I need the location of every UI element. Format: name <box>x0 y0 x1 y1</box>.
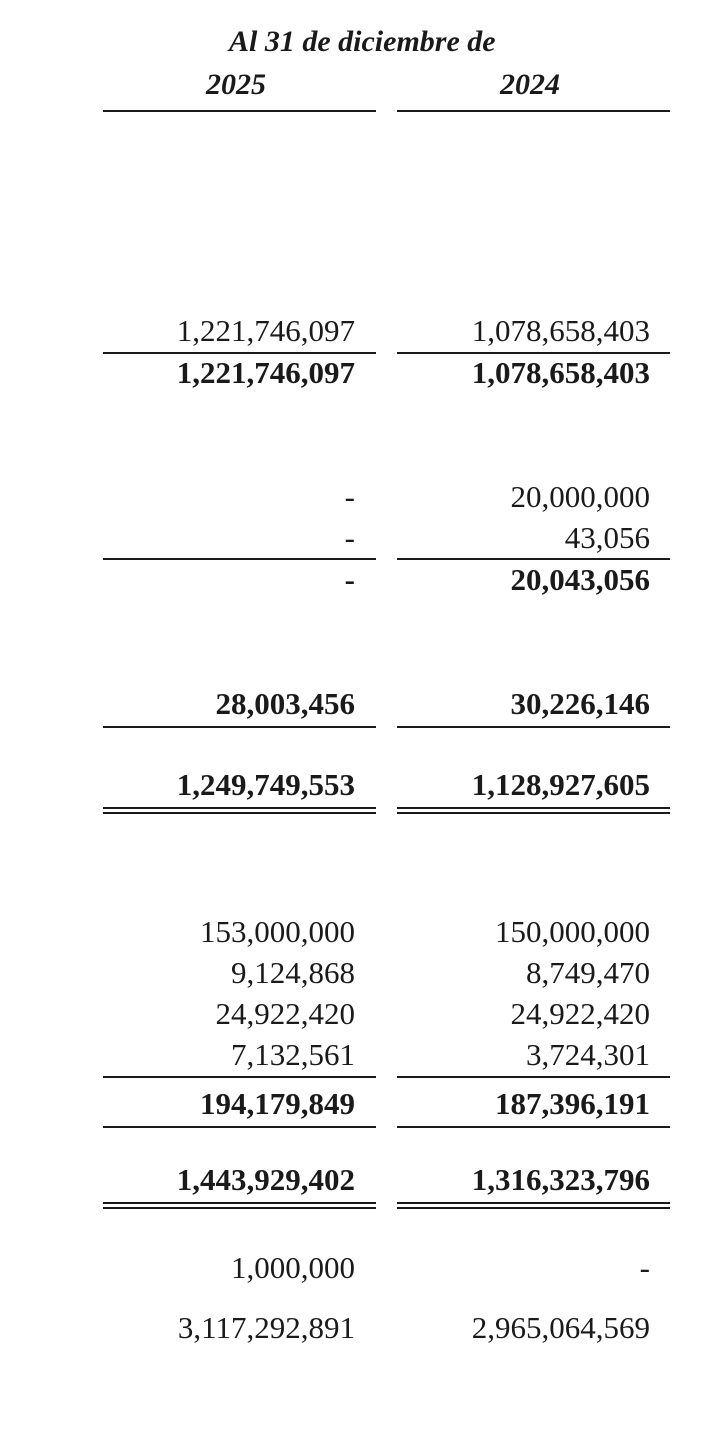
equity-total-2025: 194,179,849 <box>200 1086 355 1121</box>
value-2024: 24,922,420 <box>510 996 650 1031</box>
year-2024-header: 2024 <box>500 68 560 101</box>
equity-total-2024: 187,396,191 <box>495 1086 650 1121</box>
subtotal-2025: - <box>344 562 355 597</box>
subtotal-rule <box>103 352 376 354</box>
year-2025-header: 2025 <box>206 68 266 101</box>
value-2024: - <box>639 1250 650 1285</box>
double-underline <box>397 807 670 814</box>
value-2024: 8,749,470 <box>526 955 650 990</box>
subtotal-2024: 1,078,658,403 <box>471 355 650 390</box>
grand-total-2025: 1,443,929,402 <box>176 1162 355 1197</box>
subtotal-rule <box>397 1076 670 1078</box>
subtotal-2024: 20,043,056 <box>510 562 650 597</box>
value-2025: - <box>344 520 355 555</box>
value-2025: 3,117,292,891 <box>177 1310 355 1345</box>
value-2025: 153,000,000 <box>200 914 355 949</box>
value-2024: 3,724,301 <box>526 1037 650 1072</box>
double-underline <box>103 807 376 814</box>
subtotal-rule <box>103 1076 376 1078</box>
value-2025: 1,000,000 <box>231 1250 355 1285</box>
liabilities-total-2025: 1,249,749,553 <box>176 767 355 802</box>
total-rule <box>397 1126 670 1128</box>
value-2024: 20,000,000 <box>510 479 650 514</box>
total-rule <box>103 1126 376 1128</box>
double-underline <box>103 1202 376 1209</box>
value-2025: 9,124,868 <box>231 955 355 990</box>
double-underline <box>397 1202 670 1209</box>
subtotal-rule <box>397 352 670 354</box>
value-2025: 1,221,746,097 <box>176 313 355 348</box>
value-2025: 7,132,561 <box>231 1037 355 1072</box>
value-2025: 24,922,420 <box>215 996 355 1031</box>
subtotal-2025: 28,003,456 <box>215 686 355 721</box>
header-underline-2025 <box>103 110 376 112</box>
value-2025: - <box>344 479 355 514</box>
value-2024: 2,965,064,569 <box>471 1310 650 1345</box>
subtotal-2025: 1,221,746,097 <box>176 355 355 390</box>
total-rule <box>397 726 670 728</box>
subtotal-rule <box>103 558 376 560</box>
header-underline-2024 <box>397 110 670 112</box>
value-2024: 1,078,658,403 <box>471 313 650 348</box>
subtotal-rule <box>397 558 670 560</box>
grand-total-2024: 1,316,323,796 <box>471 1162 650 1197</box>
total-rule <box>103 726 376 728</box>
subtotal-2024: 30,226,146 <box>510 686 650 721</box>
value-2024: 43,056 <box>564 520 650 555</box>
value-2024: 150,000,000 <box>495 914 650 949</box>
liabilities-total-2024: 1,128,927,605 <box>471 767 650 802</box>
period-header: Al 31 de diciembre de <box>229 25 496 58</box>
